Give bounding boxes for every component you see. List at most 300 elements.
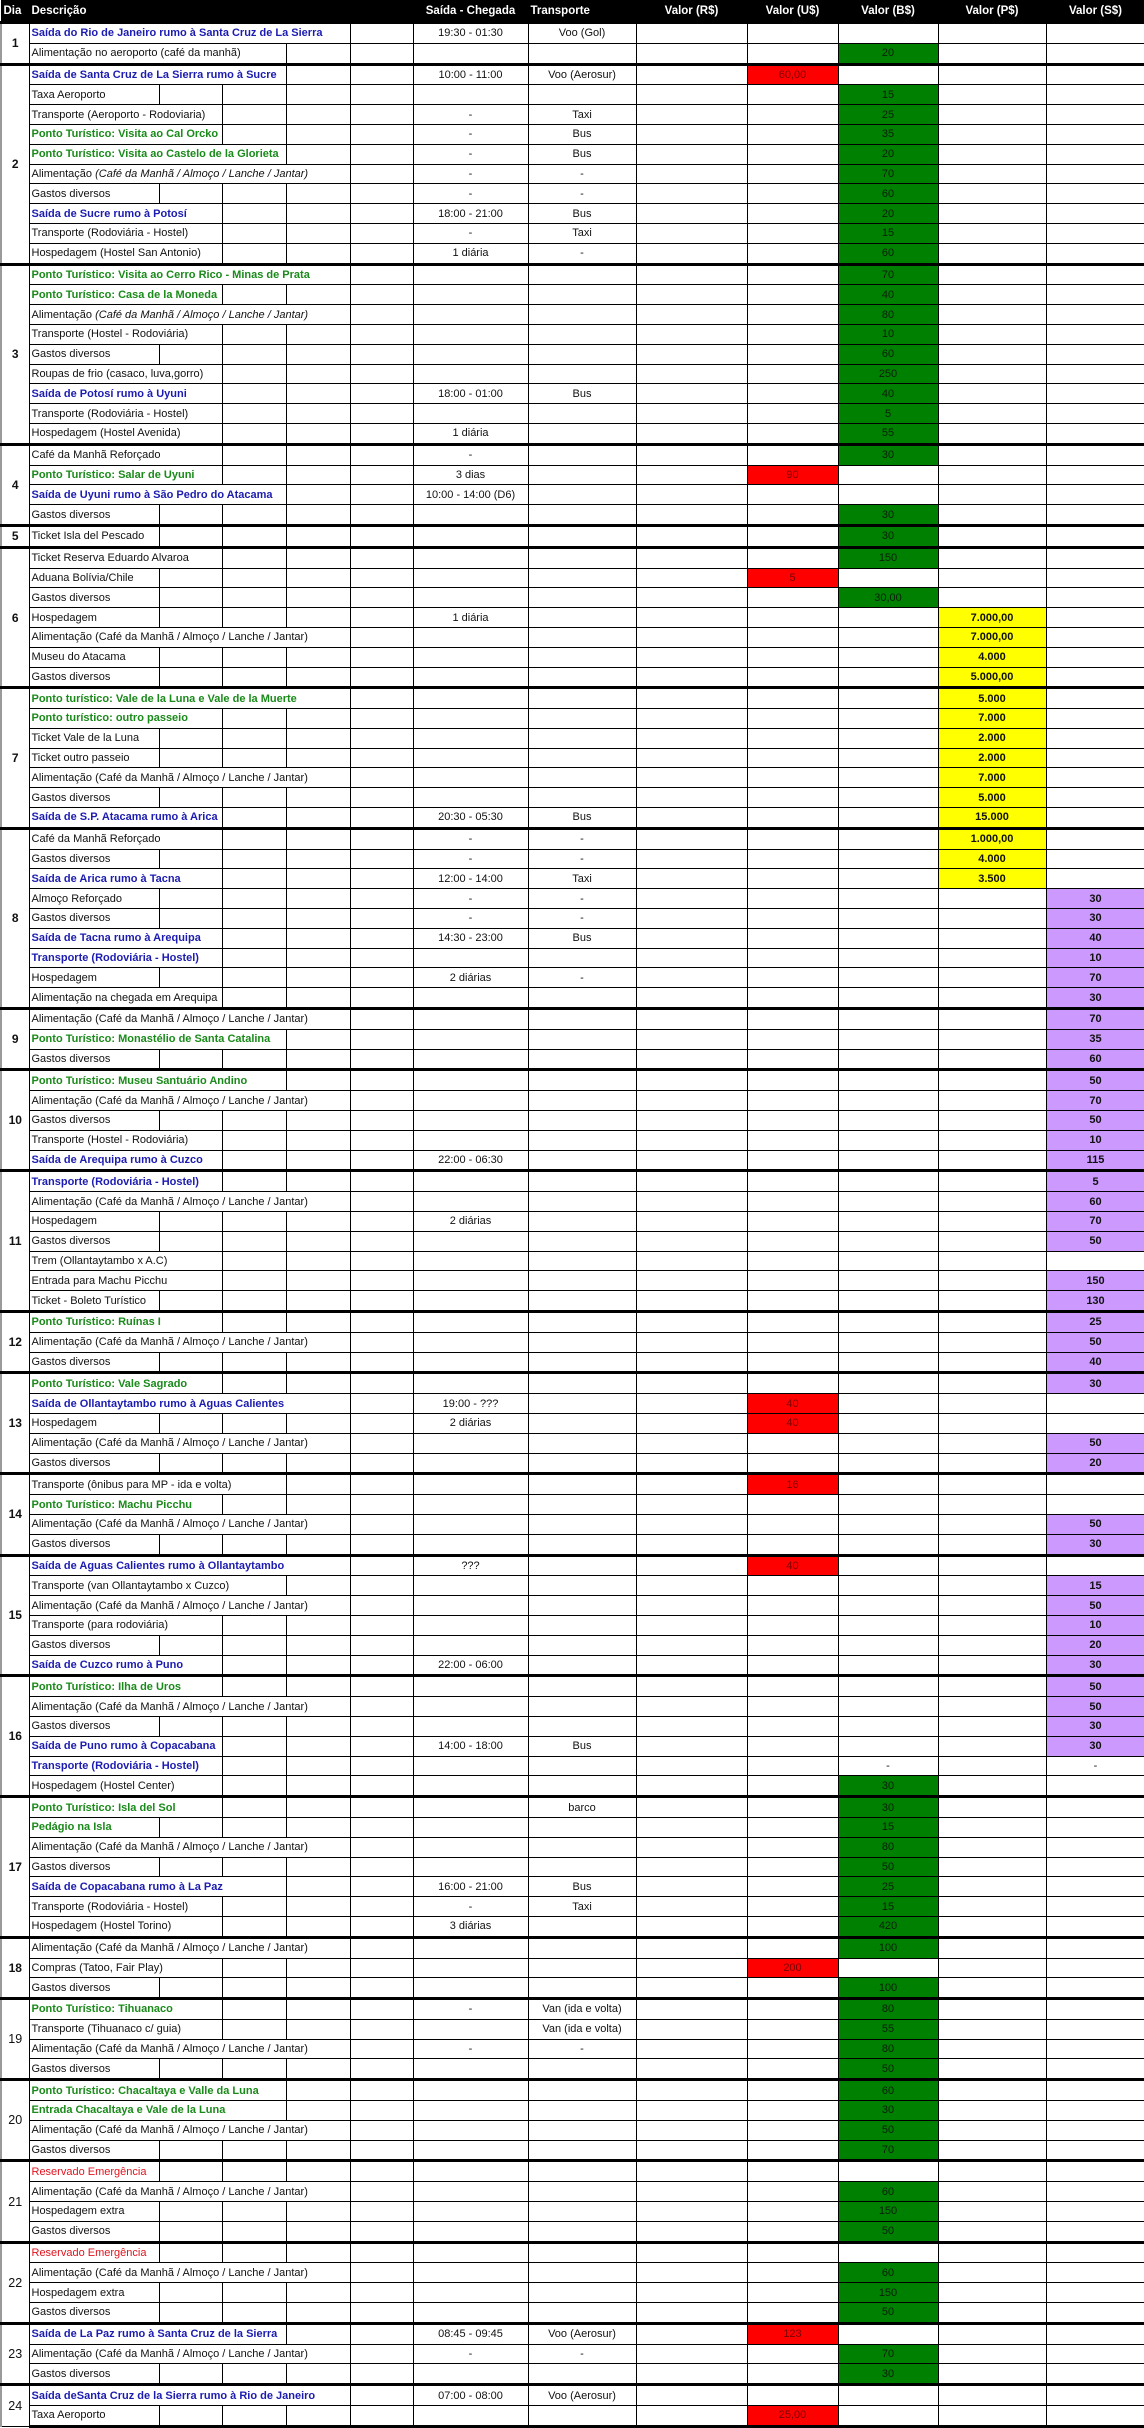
transport-cell[interactable] <box>528 709 636 729</box>
value-bs-cell[interactable] <box>838 647 938 667</box>
value-bs-cell[interactable] <box>838 568 938 588</box>
transport-cell[interactable] <box>528 444 636 465</box>
transport-cell[interactable] <box>528 2283 636 2303</box>
value-rs-cell[interactable] <box>636 1433 747 1453</box>
value-us-cell[interactable] <box>747 1150 838 1171</box>
transport-cell[interactable] <box>528 1150 636 1171</box>
day-number-cell[interactable]: 7 <box>1 688 29 829</box>
value-bs-cell[interactable]: 70 <box>838 2344 938 2364</box>
departure-arrival-cell[interactable] <box>413 1049 528 1070</box>
departure-arrival-cell[interactable] <box>413 1111 528 1131</box>
value-ss-cell[interactable]: 50 <box>1046 1231 1144 1251</box>
value-ss-cell[interactable] <box>1046 547 1144 568</box>
value-rs-cell[interactable] <box>636 1231 747 1251</box>
value-us-cell[interactable] <box>747 1837 838 1857</box>
value-bs-cell[interactable]: 150 <box>838 2283 938 2303</box>
transport-cell[interactable] <box>528 1615 636 1635</box>
description-cell[interactable] <box>29 1797 413 1818</box>
departure-arrival-cell[interactable]: 3 dias <box>413 465 528 485</box>
value-bs-cell[interactable] <box>838 948 938 968</box>
departure-arrival-cell[interactable] <box>413 1635 528 1655</box>
value-ss-cell[interactable] <box>1046 728 1144 748</box>
description-cell[interactable] <box>29 1534 413 1555</box>
value-bs-cell[interactable]: 100 <box>838 1978 938 1999</box>
value-rs-cell[interactable] <box>636 243 747 264</box>
value-ss-cell[interactable] <box>1046 2161 1144 2182</box>
value-bs-cell[interactable]: 20 <box>838 204 938 224</box>
departure-arrival-cell[interactable]: - <box>413 2039 528 2059</box>
day-number-cell[interactable]: 14 <box>1 1474 29 1555</box>
value-ss-cell[interactable] <box>1046 1817 1144 1837</box>
value-ss-cell[interactable]: 70 <box>1046 1212 1144 1232</box>
departure-arrival-cell[interactable] <box>413 2182 528 2202</box>
value-us-cell[interactable] <box>747 485 838 505</box>
value-ps-cell[interactable] <box>938 1615 1046 1635</box>
value-ps-cell[interactable] <box>938 1514 1046 1534</box>
value-us-cell[interactable] <box>747 223 838 243</box>
value-ps-cell[interactable] <box>938 2140 1046 2161</box>
transport-cell[interactable] <box>528 1576 636 1596</box>
value-rs-cell[interactable] <box>636 1635 747 1655</box>
day-number-cell[interactable]: 16 <box>1 1676 29 1797</box>
value-bs-cell[interactable] <box>838 485 938 505</box>
value-rs-cell[interactable] <box>636 928 747 948</box>
value-ss-cell[interactable]: 50 <box>1046 1111 1144 1131</box>
value-bs-cell[interactable] <box>838 1130 938 1150</box>
value-ps-cell[interactable] <box>938 1877 1046 1897</box>
departure-arrival-cell[interactable] <box>413 1576 528 1596</box>
description-cell[interactable] <box>29 1676 413 1697</box>
description-cell[interactable] <box>29 547 413 568</box>
day-number-cell[interactable]: 2 <box>1 64 29 264</box>
value-ps-cell[interactable]: 7.000 <box>938 709 1046 729</box>
departure-arrival-cell[interactable] <box>413 2059 528 2080</box>
value-rs-cell[interactable] <box>636 1070 747 1091</box>
value-us-cell[interactable] <box>747 2019 838 2039</box>
description-cell[interactable] <box>29 1231 413 1251</box>
value-us-cell[interactable] <box>747 1091 838 1111</box>
transport-cell[interactable] <box>528 1776 636 1797</box>
description-cell[interactable] <box>29 2406 413 2427</box>
departure-arrival-cell[interactable] <box>413 1534 528 1555</box>
departure-arrival-cell[interactable] <box>413 728 528 748</box>
column-header-valor-us[interactable]: Valor (U$) <box>747 1 838 23</box>
value-us-cell[interactable] <box>747 2344 838 2364</box>
value-bs-cell[interactable]: 80 <box>838 1999 938 2020</box>
value-rs-cell[interactable] <box>636 788 747 808</box>
description-cell[interactable] <box>29 64 413 85</box>
description-cell[interactable] <box>29 1312 413 1333</box>
departure-arrival-cell[interactable] <box>413 1978 528 1999</box>
departure-arrival-cell[interactable]: 12:00 - 14:00 <box>413 869 528 889</box>
description-cell[interactable] <box>29 204 413 224</box>
value-ps-cell[interactable] <box>938 1130 1046 1150</box>
day-number-cell[interactable]: 17 <box>1 1797 29 1938</box>
value-ps-cell[interactable] <box>938 1676 1046 1697</box>
description-cell[interactable] <box>29 23 413 44</box>
value-bs-cell[interactable]: 60 <box>838 2080 938 2101</box>
transport-cell[interactable]: Bus <box>528 204 636 224</box>
value-bs-cell[interactable]: 70 <box>838 164 938 184</box>
value-rs-cell[interactable] <box>636 1837 747 1857</box>
value-ss-cell[interactable] <box>1046 2059 1144 2080</box>
value-ps-cell[interactable]: 7.000,00 <box>938 608 1046 628</box>
transport-cell[interactable] <box>528 1514 636 1534</box>
value-ps-cell[interactable] <box>938 2344 1046 2364</box>
description-cell[interactable] <box>29 85 413 105</box>
value-us-cell[interactable] <box>747 647 838 667</box>
value-rs-cell[interactable] <box>636 828 747 849</box>
transport-cell[interactable]: Voo (Aerosur) <box>528 2385 636 2406</box>
departure-arrival-cell[interactable] <box>413 1958 528 1978</box>
value-us-cell[interactable] <box>747 667 838 688</box>
day-number-cell[interactable]: 6 <box>1 547 29 688</box>
value-ps-cell[interactable]: 3.500 <box>938 869 1046 889</box>
value-bs-cell[interactable] <box>838 1352 938 1373</box>
value-rs-cell[interactable] <box>636 1474 747 1495</box>
value-rs-cell[interactable] <box>636 1514 747 1534</box>
transport-cell[interactable] <box>528 324 636 344</box>
value-ps-cell[interactable] <box>938 2283 1046 2303</box>
value-rs-cell[interactable] <box>636 223 747 243</box>
day-number-cell[interactable]: 20 <box>1 2080 29 2161</box>
value-ss-cell[interactable]: 50 <box>1046 1332 1144 1352</box>
description-cell[interactable] <box>29 124 413 144</box>
value-rs-cell[interactable] <box>636 1676 747 1697</box>
value-us-cell[interactable]: 40 <box>747 1413 838 1433</box>
value-ps-cell[interactable]: 7.000,00 <box>938 627 1046 647</box>
transport-cell[interactable] <box>528 505 636 526</box>
value-ss-cell[interactable] <box>1046 364 1144 384</box>
transport-cell[interactable]: Bus <box>528 144 636 164</box>
value-bs-cell[interactable] <box>838 828 938 849</box>
value-bs-cell[interactable] <box>838 667 938 688</box>
value-us-cell[interactable] <box>747 43 838 64</box>
value-bs-cell[interactable] <box>838 1091 938 1111</box>
value-ps-cell[interactable] <box>938 1231 1046 1251</box>
value-ps-cell[interactable] <box>938 2039 1046 2059</box>
transport-cell[interactable] <box>528 1495 636 1515</box>
value-rs-cell[interactable] <box>636 849 747 869</box>
value-ss-cell[interactable] <box>1046 344 1144 364</box>
departure-arrival-cell[interactable]: - <box>413 828 528 849</box>
description-cell[interactable] <box>29 1576 413 1596</box>
transport-cell[interactable] <box>528 2406 636 2427</box>
value-rs-cell[interactable] <box>636 948 747 968</box>
value-rs-cell[interactable] <box>636 889 747 909</box>
value-ps-cell[interactable]: 5.000 <box>938 788 1046 808</box>
value-bs-cell[interactable]: 80 <box>838 1837 938 1857</box>
day-number-cell[interactable]: 22 <box>1 2242 29 2323</box>
value-us-cell[interactable] <box>747 988 838 1009</box>
transport-cell[interactable]: - <box>528 828 636 849</box>
value-us-cell[interactable] <box>747 1857 838 1877</box>
description-cell[interactable] <box>29 1877 413 1897</box>
day-number-cell[interactable]: 10 <box>1 1070 29 1171</box>
value-us-cell[interactable] <box>747 968 838 988</box>
transport-cell[interactable]: - <box>528 184 636 204</box>
description-cell[interactable] <box>29 1776 413 1797</box>
transport-cell[interactable] <box>528 1655 636 1676</box>
value-bs-cell[interactable] <box>838 1332 938 1352</box>
value-rs-cell[interactable] <box>636 1251 747 1271</box>
value-rs-cell[interactable] <box>636 2120 747 2140</box>
value-bs-cell[interactable]: 30 <box>838 444 938 465</box>
value-ss-cell[interactable] <box>1046 869 1144 889</box>
value-ss-cell[interactable]: 30 <box>1046 988 1144 1009</box>
transport-cell[interactable] <box>528 2364 636 2385</box>
value-us-cell[interactable] <box>747 1453 838 1474</box>
value-bs-cell[interactable]: 70 <box>838 264 938 285</box>
description-cell[interactable] <box>29 285 413 305</box>
transport-cell[interactable]: Taxi <box>528 223 636 243</box>
transport-cell[interactable]: Bus <box>528 808 636 829</box>
value-ps-cell[interactable] <box>938 1958 1046 1978</box>
value-ps-cell[interactable] <box>938 1495 1046 1515</box>
value-us-cell[interactable] <box>747 243 838 264</box>
transport-cell[interactable] <box>528 2101 636 2121</box>
description-cell[interactable] <box>29 1130 413 1150</box>
description-cell[interactable] <box>29 2080 413 2101</box>
value-ps-cell[interactable] <box>938 2080 1046 2101</box>
description-cell[interactable] <box>29 1635 413 1655</box>
value-ss-cell[interactable] <box>1046 688 1144 709</box>
value-ps-cell[interactable]: 5.000 <box>938 688 1046 709</box>
departure-arrival-cell[interactable] <box>413 667 528 688</box>
value-bs-cell[interactable] <box>838 1192 938 1212</box>
value-us-cell[interactable] <box>747 1676 838 1697</box>
value-ss-cell[interactable] <box>1046 485 1144 505</box>
value-bs-cell[interactable] <box>838 788 938 808</box>
departure-arrival-cell[interactable]: - <box>413 164 528 184</box>
description-cell[interactable] <box>29 1332 413 1352</box>
value-bs-cell[interactable]: - <box>838 1756 938 1776</box>
departure-arrival-cell[interactable] <box>413 2221 528 2242</box>
description-cell[interactable] <box>29 144 413 164</box>
value-bs-cell[interactable]: 60 <box>838 243 938 264</box>
value-ss-cell[interactable]: 10 <box>1046 1130 1144 1150</box>
value-bs-cell[interactable]: 60 <box>838 2182 938 2202</box>
transport-cell[interactable] <box>528 1070 636 1091</box>
description-cell[interactable] <box>29 869 413 889</box>
departure-arrival-cell[interactable] <box>413 1029 528 1049</box>
value-rs-cell[interactable] <box>636 2263 747 2283</box>
value-us-cell[interactable] <box>747 1332 838 1352</box>
description-cell[interactable] <box>29 828 413 849</box>
departure-arrival-cell[interactable] <box>413 2406 528 2427</box>
departure-arrival-cell[interactable] <box>413 2202 528 2222</box>
value-ss-cell[interactable] <box>1046 2385 1144 2406</box>
description-cell[interactable] <box>29 184 413 204</box>
value-rs-cell[interactable] <box>636 1736 747 1756</box>
value-rs-cell[interactable] <box>636 2161 747 2182</box>
departure-arrival-cell[interactable] <box>413 1716 528 1736</box>
value-us-cell[interactable] <box>747 909 838 929</box>
departure-arrival-cell[interactable]: - <box>413 849 528 869</box>
value-rs-cell[interactable] <box>636 2059 747 2080</box>
description-cell[interactable] <box>29 667 413 688</box>
departure-arrival-cell[interactable]: 14:30 - 23:00 <box>413 928 528 948</box>
transport-cell[interactable]: Bus <box>528 384 636 404</box>
description-cell[interactable] <box>29 1817 413 1837</box>
transport-cell[interactable] <box>528 285 636 305</box>
value-ps-cell[interactable] <box>938 1937 1046 1958</box>
value-rs-cell[interactable] <box>636 1716 747 1736</box>
value-us-cell[interactable] <box>747 928 838 948</box>
value-bs-cell[interactable]: 30 <box>838 525 938 547</box>
value-bs-cell[interactable] <box>838 968 938 988</box>
value-us-cell[interactable] <box>747 2039 838 2059</box>
value-ps-cell[interactable] <box>938 1029 1046 1049</box>
value-ss-cell[interactable]: 50 <box>1046 1070 1144 1091</box>
value-bs-cell[interactable] <box>838 2323 938 2344</box>
value-bs-cell[interactable]: 25 <box>838 1877 938 1897</box>
value-us-cell[interactable] <box>747 1312 838 1333</box>
value-ps-cell[interactable] <box>938 105 1046 125</box>
description-cell[interactable] <box>29 1150 413 1171</box>
value-ps-cell[interactable] <box>938 909 1046 929</box>
departure-arrival-cell[interactable] <box>413 305 528 325</box>
value-rs-cell[interactable] <box>636 423 747 444</box>
value-us-cell[interactable] <box>747 788 838 808</box>
value-us-cell[interactable] <box>747 204 838 224</box>
value-us-cell[interactable] <box>747 2140 838 2161</box>
description-cell[interactable] <box>29 608 413 628</box>
description-cell[interactable] <box>29 105 413 125</box>
transport-cell[interactable] <box>528 1958 636 1978</box>
value-us-cell[interactable] <box>747 2059 838 2080</box>
value-ps-cell[interactable] <box>938 547 1046 568</box>
transport-cell[interactable] <box>528 1251 636 1271</box>
value-us-cell[interactable]: 60,00 <box>747 64 838 85</box>
value-bs-cell[interactable]: 30 <box>838 1797 938 1818</box>
value-ps-cell[interactable] <box>938 1576 1046 1596</box>
transport-cell[interactable] <box>528 344 636 364</box>
value-bs-cell[interactable] <box>838 1534 938 1555</box>
transport-cell[interactable]: Voo (Gol) <box>528 23 636 44</box>
value-us-cell[interactable] <box>747 1352 838 1373</box>
transport-cell[interactable]: Taxi <box>528 1897 636 1917</box>
departure-arrival-cell[interactable] <box>413 1373 528 1394</box>
column-header-valor-ps[interactable]: Valor (P$) <box>938 1 1046 23</box>
description-cell[interactable] <box>29 444 413 465</box>
departure-arrival-cell[interactable] <box>413 1091 528 1111</box>
value-ss-cell[interactable] <box>1046 124 1144 144</box>
value-bs-cell[interactable]: 35 <box>838 124 938 144</box>
description-cell[interactable] <box>29 1453 413 1474</box>
value-ss-cell[interactable] <box>1046 2202 1144 2222</box>
value-us-cell[interactable] <box>747 1534 838 1555</box>
transport-cell[interactable] <box>528 1697 636 1717</box>
value-ps-cell[interactable] <box>938 1070 1046 1091</box>
value-bs-cell[interactable] <box>838 1171 938 1192</box>
value-ss-cell[interactable] <box>1046 1474 1144 1495</box>
value-bs-cell[interactable]: 30 <box>838 1776 938 1797</box>
value-ps-cell[interactable] <box>938 1009 1046 1030</box>
transport-cell[interactable] <box>528 608 636 628</box>
value-ss-cell[interactable] <box>1046 2039 1144 2059</box>
value-ps-cell[interactable] <box>938 1352 1046 1373</box>
value-us-cell[interactable] <box>747 1171 838 1192</box>
description-cell[interactable] <box>29 2263 413 2283</box>
departure-arrival-cell[interactable]: 2 diárias <box>413 1413 528 1433</box>
value-bs-cell[interactable] <box>838 23 938 44</box>
value-rs-cell[interactable] <box>636 85 747 105</box>
departure-arrival-cell[interactable] <box>413 709 528 729</box>
value-rs-cell[interactable] <box>636 1655 747 1676</box>
description-cell[interactable] <box>29 808 413 829</box>
value-us-cell[interactable] <box>747 1736 838 1756</box>
departure-arrival-cell[interactable] <box>413 285 528 305</box>
description-cell[interactable] <box>29 2344 413 2364</box>
value-us-cell[interactable]: 90 <box>747 465 838 485</box>
value-ps-cell[interactable] <box>938 525 1046 547</box>
value-ps-cell[interactable]: 15.000 <box>938 808 1046 829</box>
value-rs-cell[interactable] <box>636 1352 747 1373</box>
value-bs-cell[interactable]: 15 <box>838 1817 938 1837</box>
value-ss-cell[interactable] <box>1046 1877 1144 1897</box>
value-bs-cell[interactable]: 80 <box>838 305 938 325</box>
value-rs-cell[interactable] <box>636 1999 747 2020</box>
value-bs-cell[interactable]: 50 <box>838 2221 938 2242</box>
value-rs-cell[interactable] <box>636 1916 747 1937</box>
value-bs-cell[interactable]: 40 <box>838 285 938 305</box>
column-header-valor-bs[interactable]: Valor (B$) <box>838 1 938 23</box>
value-ps-cell[interactable] <box>938 2406 1046 2427</box>
value-ss-cell[interactable]: 25 <box>1046 1312 1144 1333</box>
departure-arrival-cell[interactable]: 1 diária <box>413 423 528 444</box>
description-cell[interactable] <box>29 889 413 909</box>
value-rs-cell[interactable] <box>636 1897 747 1917</box>
value-us-cell[interactable] <box>747 1756 838 1776</box>
value-rs-cell[interactable] <box>636 1394 747 1414</box>
departure-arrival-cell[interactable]: - <box>413 184 528 204</box>
value-bs-cell[interactable] <box>838 889 938 909</box>
departure-arrival-cell[interactable] <box>413 948 528 968</box>
value-ps-cell[interactable] <box>938 344 1046 364</box>
value-ss-cell[interactable] <box>1046 627 1144 647</box>
value-ss-cell[interactable] <box>1046 1897 1144 1917</box>
value-ps-cell[interactable] <box>938 285 1046 305</box>
value-rs-cell[interactable] <box>636 164 747 184</box>
value-us-cell[interactable] <box>747 748 838 768</box>
value-ps-cell[interactable] <box>938 444 1046 465</box>
value-us-cell[interactable] <box>747 627 838 647</box>
description-cell[interactable] <box>29 2182 413 2202</box>
value-rs-cell[interactable] <box>636 808 747 829</box>
description-cell[interactable] <box>29 1716 413 1736</box>
value-bs-cell[interactable] <box>838 869 938 889</box>
value-ss-cell[interactable] <box>1046 1937 1144 1958</box>
departure-arrival-cell[interactable]: 19:00 - ??? <box>413 1394 528 1414</box>
transport-cell[interactable]: - <box>528 968 636 988</box>
value-ss-cell[interactable] <box>1046 849 1144 869</box>
transport-cell[interactable] <box>528 1271 636 1291</box>
transport-cell[interactable] <box>528 1192 636 1212</box>
departure-arrival-cell[interactable] <box>413 1171 528 1192</box>
value-us-cell[interactable] <box>747 889 838 909</box>
value-bs-cell[interactable] <box>838 909 938 929</box>
departure-arrival-cell[interactable]: 19:30 - 01:30 <box>413 23 528 44</box>
value-ss-cell[interactable] <box>1046 2303 1144 2324</box>
value-bs-cell[interactable] <box>838 64 938 85</box>
value-ss-cell[interactable] <box>1046 505 1144 526</box>
value-ps-cell[interactable] <box>938 1797 1046 1818</box>
value-rs-cell[interactable] <box>636 1555 747 1576</box>
transport-cell[interactable] <box>528 2120 636 2140</box>
value-us-cell[interactable] <box>747 264 838 285</box>
description-cell[interactable] <box>29 2019 413 2039</box>
